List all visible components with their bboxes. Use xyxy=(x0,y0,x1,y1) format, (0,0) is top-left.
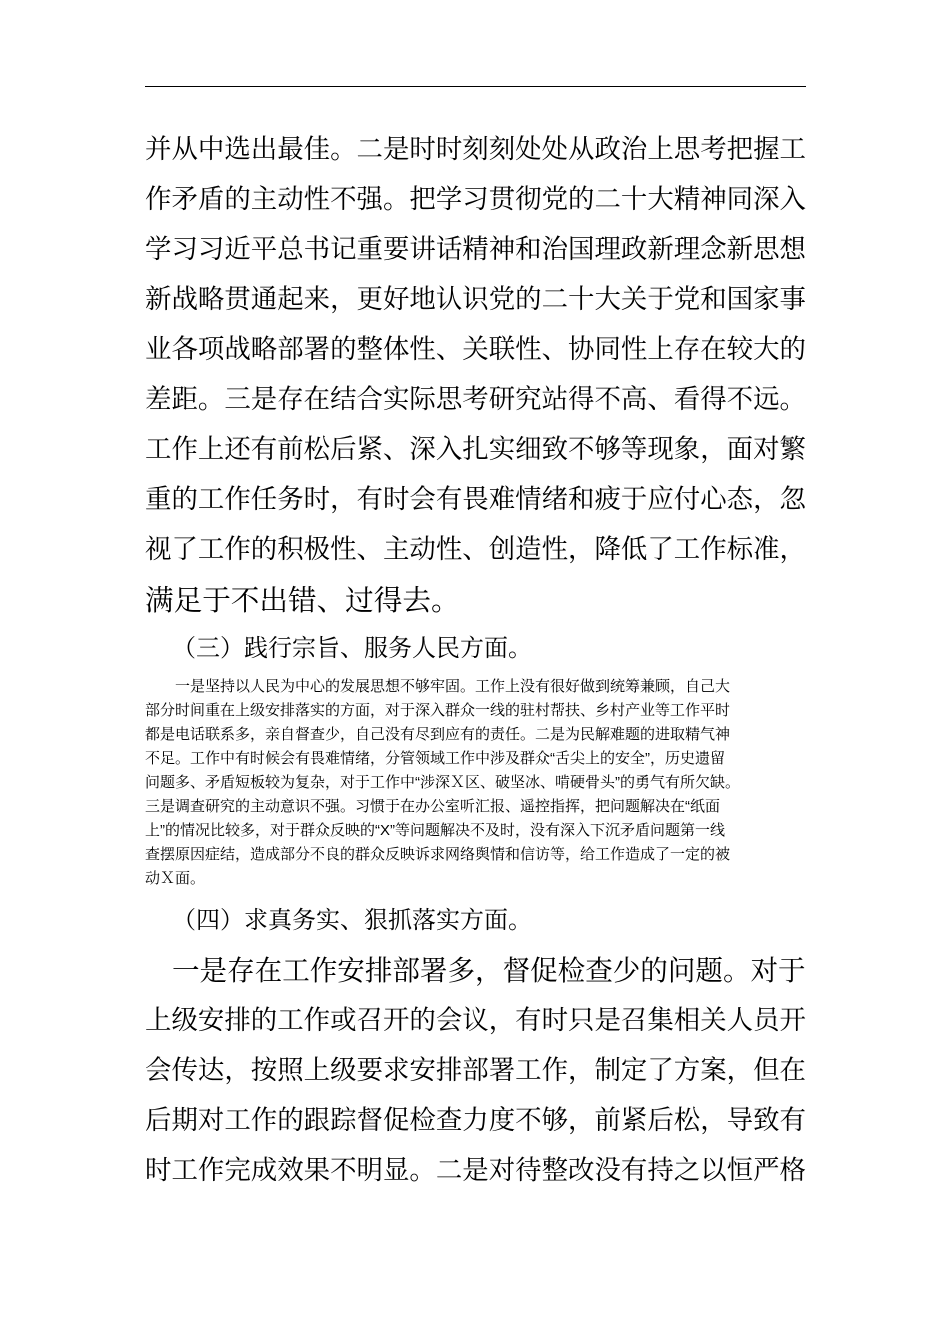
small-body-line: 部分时间重在上级安排落实的方面，对于深入群众一线的驻村帮扶、乡村产业等工作平时 xyxy=(145,702,731,719)
body-line: 时工作完成效果不明显。二是对待整改没有持之以恒严格 xyxy=(145,1155,806,1186)
body-line: 新战略贯通起来，更好地认识党的二十大关于党和国家事 xyxy=(145,284,806,315)
small-body-line: 三是调查研究的主动意识不强。习惯于在办公室听汇报、遥控指挥，把问题解决在“纸面 xyxy=(145,798,720,815)
body-line: 作矛盾的主动性不强。把学习贯彻党的二十大精神同深入 xyxy=(145,184,806,215)
small-body-line: 都是电话联系多，亲自督查少，自己没有尽到应有的责任。二是为民解难题的进取精气神 xyxy=(145,726,731,743)
body-line: 并从中选出最佳。二是时时刻刻处处从政治上思考把握工 xyxy=(145,134,806,165)
body-line: 后期对工作的跟踪督促检查力度不够，前紧后松，导致有 xyxy=(145,1105,806,1136)
body-line: 一是存在工作安排部署多，督促检查少的问题。对于 xyxy=(172,955,806,987)
body-line: 上级安排的工作或召开的会议，有时只是召集相关人员开 xyxy=(145,1005,806,1036)
small-body-line: 问题多、矛盾短板较为复杂，对于工作中“涉深Ｘ区、破坚冰、啃硬骨头”的勇气有所欠缺。 xyxy=(145,774,740,791)
small-body-line: 上”的情况比较多，对于群众反映的“X”等问题解决不及时，没有深入下沉矛盾问题第一线 xyxy=(145,822,725,839)
body-line: 差距。三是存在结合实际思考研究站得不高、看得不远。 xyxy=(145,384,806,415)
body-line: 重的工作任务时，有时会有畏难情绪和疲于应付心态，忽 xyxy=(145,484,806,515)
body-line: 满足于不出错、过得去。 xyxy=(145,583,460,617)
body-line: 学习习近平总书记重要讲话精神和治国理政新理念新思想 xyxy=(145,234,806,265)
small-body-line: 一是坚持以人民为中心的发展思想不够牢固。工作上没有很好做到统筹兼顾，自己大 xyxy=(175,678,731,695)
body-line: 工作上还有前松后紧、深入扎实细致不够等现象，面对繁 xyxy=(145,434,806,465)
small-body-line: 查摆原因症结，造成部分不良的群众反映诉求网络舆情和信访等，给工作造成了一定的被 xyxy=(145,846,731,863)
header-rule xyxy=(145,86,806,87)
body-line: 会传达，按照上级要求安排部署工作，制定了方案，但在 xyxy=(145,1055,806,1086)
small-body-line: 动Ｘ面。 xyxy=(145,870,206,887)
section-heading-3: （三）践行宗旨、服务人民方面。 xyxy=(172,634,532,662)
section-heading-4: （四）求真务实、狠抓落实方面。 xyxy=(172,906,532,934)
small-body-line: 不足。工作中有时候会有畏难情绪，分管领域工作中涉及群众“舌尖上的安全”，历史遗留 xyxy=(145,750,725,767)
body-line: 视了工作的积极性、主动性、创造性，降低了工作标准， xyxy=(145,534,806,565)
body-line: 业各项战略部署的整体性、关联性、协同性上存在较大的 xyxy=(145,334,806,365)
